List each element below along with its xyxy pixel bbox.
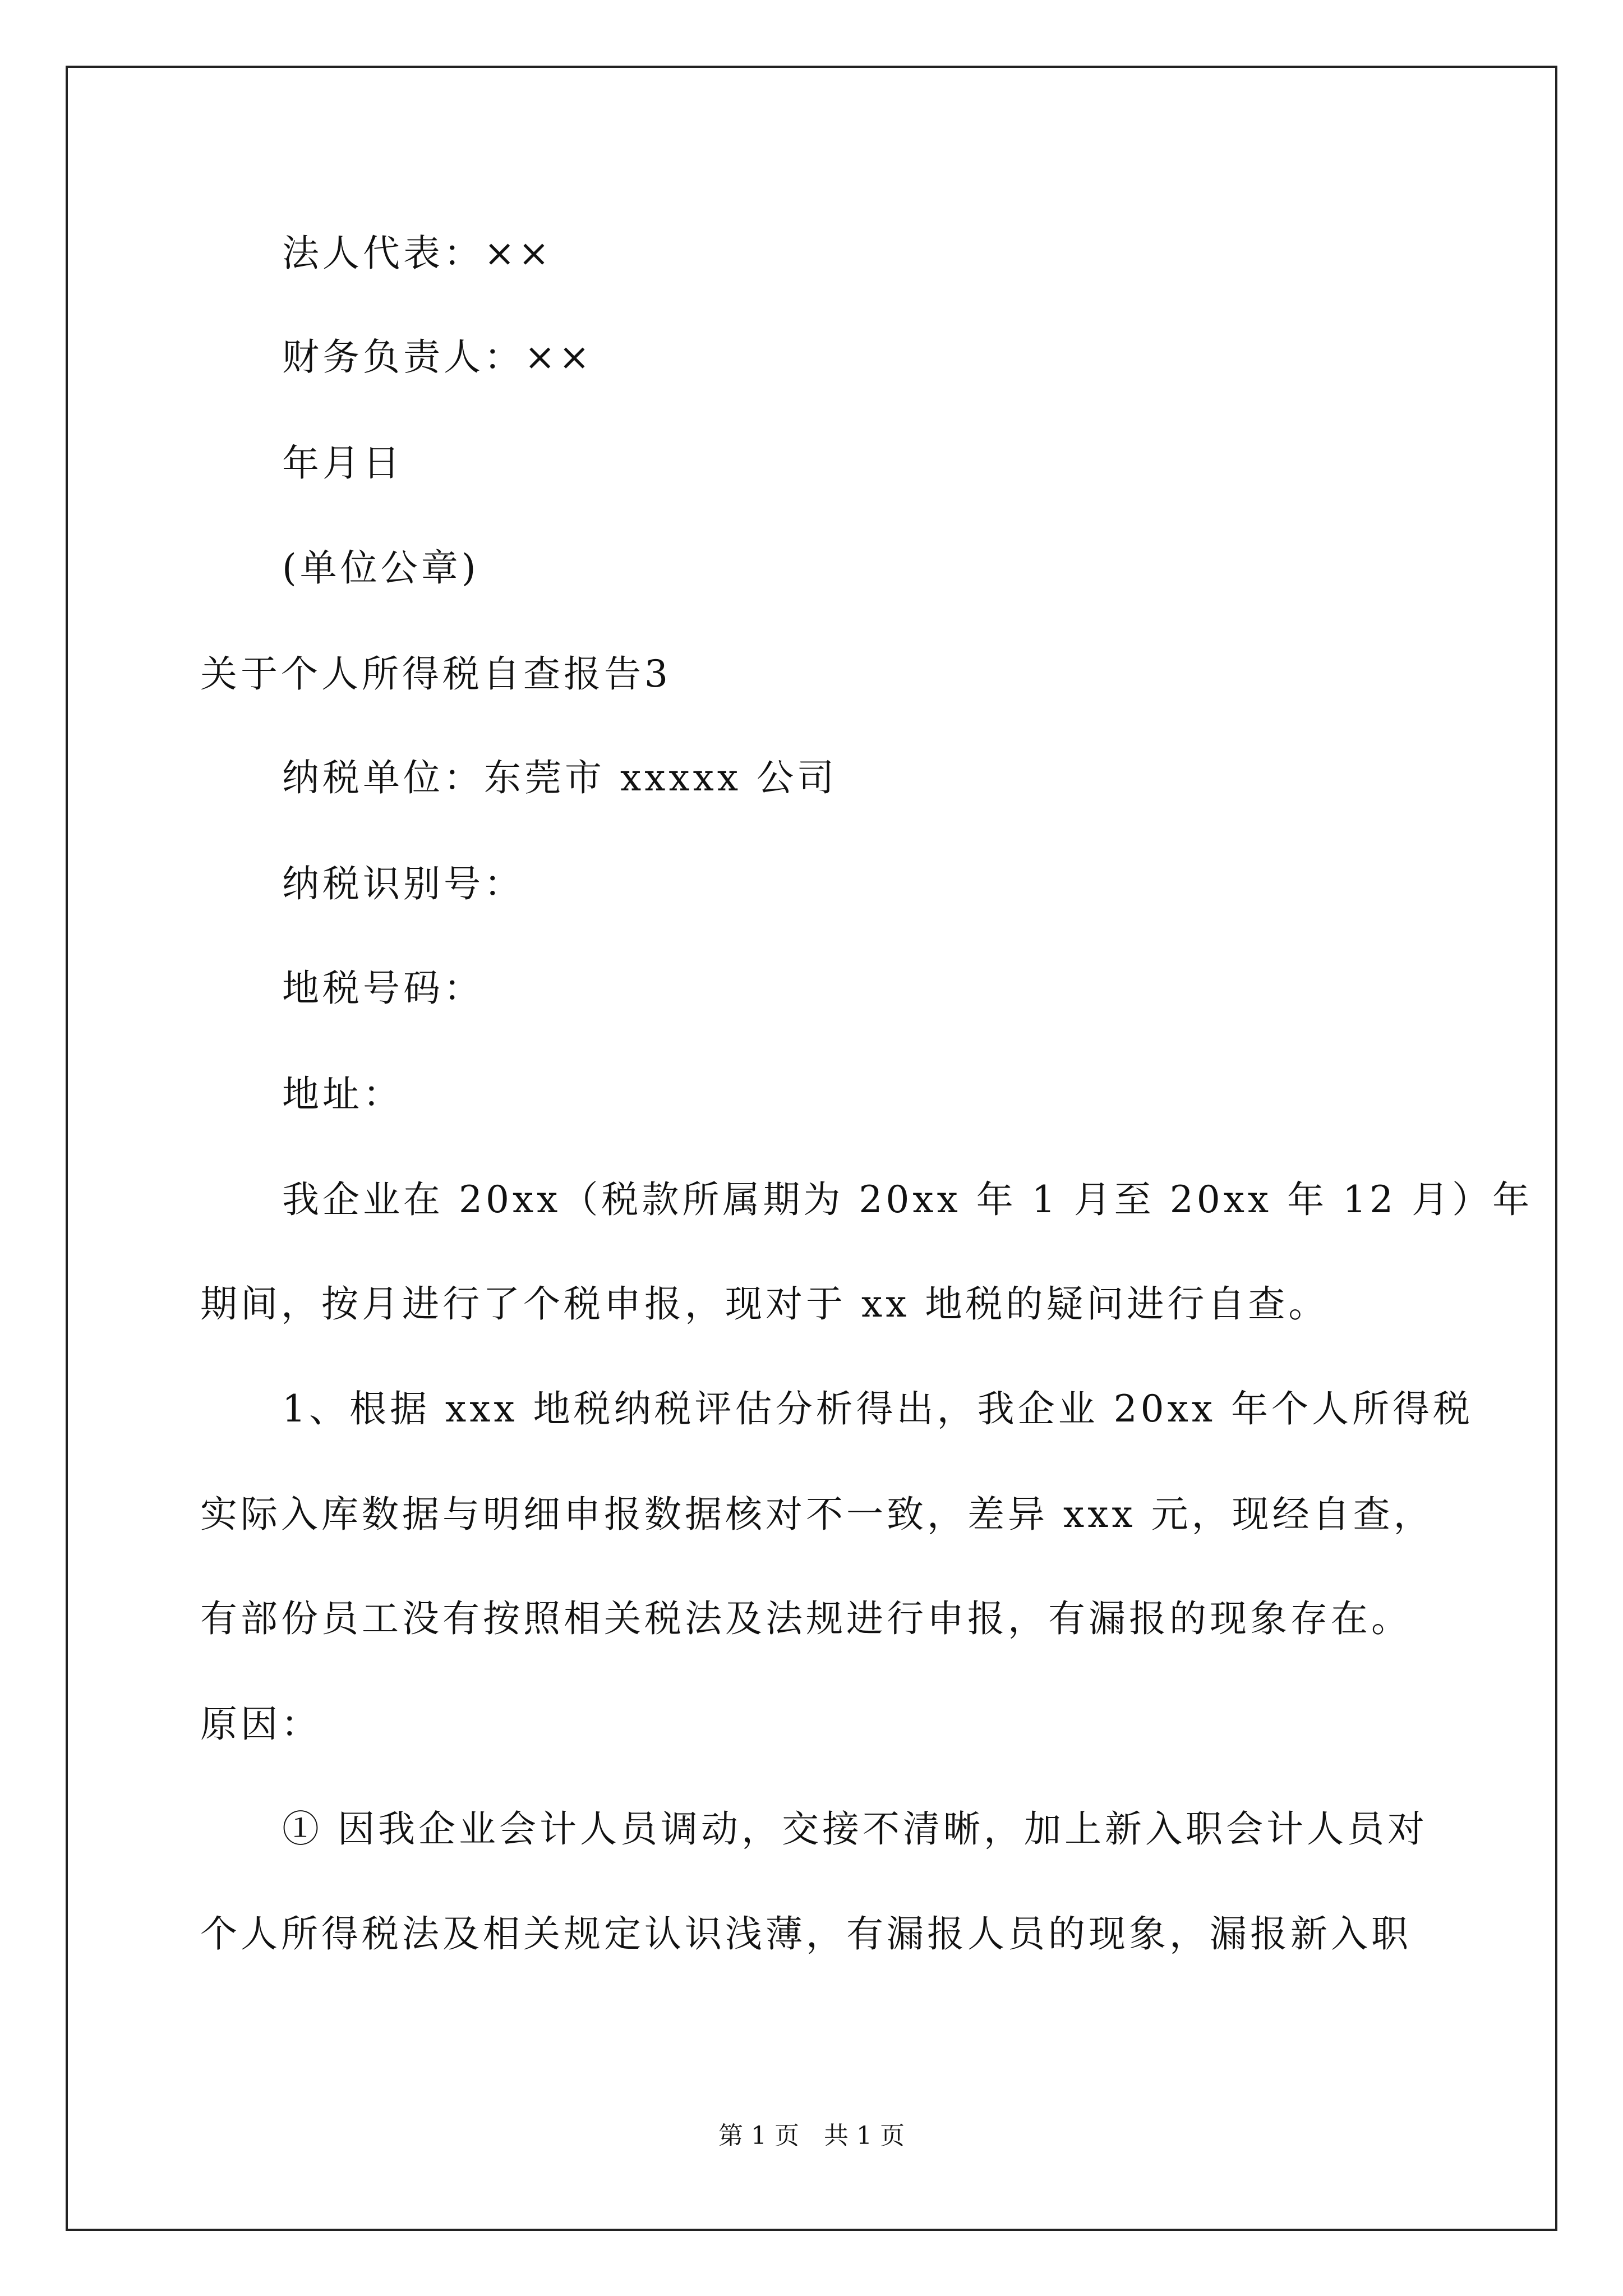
taxpayer-id-line: 纳税识别号：	[282, 862, 524, 905]
taxpayer-unit-line: 纳税单位：东莞市 xxxxx 公司	[282, 756, 838, 799]
reason-1-line-1: ① 因我企业会计人员调动，交接不清晰，加上新入职会计人员对	[282, 1807, 1428, 1851]
finance-head-line: 财务负责人：××	[282, 335, 593, 379]
company-seal-line: (单位公章)	[282, 546, 479, 590]
paragraph-1-line-1: 我企业在 20xx（税款所属期为 20xx 年 1 月至 20xx 年 12 月）年	[282, 1178, 1533, 1221]
address-line: 地址：	[282, 1073, 403, 1116]
paragraph-2-line-3: 有部份员工没有按照相关税法及法规进行申报，有漏报的现象存在。	[200, 1597, 1412, 1640]
paragraph-2-line-1: 1、根据 xxx 地税纳税评估分析得出，我企业 20xx 年个人所得税	[282, 1387, 1473, 1430]
report-title: 关于个人所得税自查报告3	[200, 652, 671, 696]
date-line: 年月日	[282, 441, 403, 485]
paragraph-2-line-4: 原因：	[200, 1703, 321, 1746]
page-footer: 第 1 页 共 1 页	[718, 2122, 905, 2150]
paragraph-2-line-2: 实际入库数据与明细申报数据核对不一致，差异 xxx 元，现经自查，	[200, 1493, 1434, 1536]
page-border	[66, 66, 1557, 2231]
legal-representative-line: 法人代表：××	[282, 232, 553, 275]
local-tax-number-line: 地税号码：	[282, 967, 484, 1010]
reason-1-line-2: 个人所得税法及相关规定认识浅薄，有漏报人员的现象，漏报新入职	[200, 1912, 1412, 1955]
paragraph-1-line-2: 期间，按月进行了个税申报，现对于 xx 地税的疑问进行自查。	[200, 1282, 1329, 1326]
